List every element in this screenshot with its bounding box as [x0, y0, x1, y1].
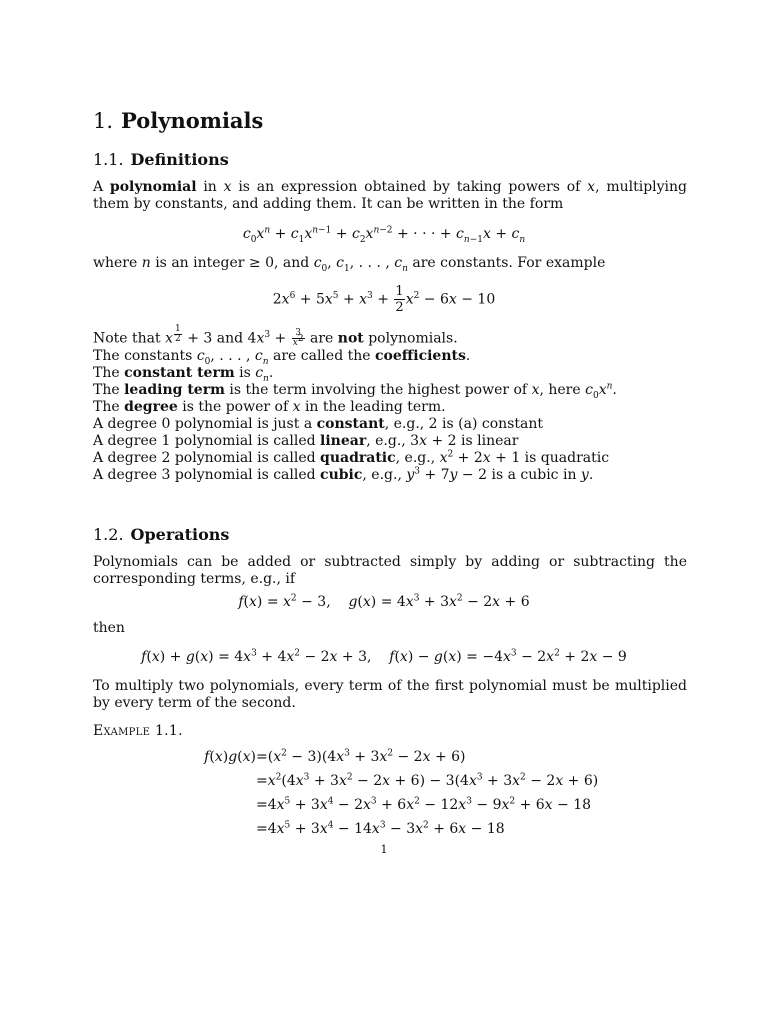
example-label: Example 1.1. — [93, 723, 183, 739]
definition-paragraph: A polynomial in x is an expression obtained by taking powers of x, multiplying them by constants, and adding them. It can be written in the form — [93, 179, 688, 212]
section-title-text: Polynomials — [121, 108, 264, 133]
example-polynomial-equation: $2x^6 + 5x^5 + x^3$ + $\frac{1}{2}$ $x^2 - 6x - 10$ — [272, 284, 496, 315]
degree-line: The degree is the power of x in the leading term. — [93, 399, 446, 416]
operations-paragraph: Polynomials can be added or subtracted simply by adding or subtracting the corresponding terms, e.g., if — [93, 554, 687, 587]
subsection-operations-heading — [93, 525, 229, 544]
section-number: 1. — [93, 109, 114, 133]
term-polynomial: polynomial — [109, 179, 197, 195]
subsection-number: 1.1. — [93, 150, 124, 169]
leading-term-line: The leading term is the term involving the highest power of x, here $c_0x^n$. — [93, 381, 617, 401]
sum-difference-equation: $f(x) + g(x) = 4x^3 + 4x^2 - 2x + 3$, $f(x) - g(x) = -4x^3 - 2x^2 + 2x - 9$ — [141, 648, 627, 665]
then-text: then — [93, 620, 125, 636]
constants-paragraph: where n is an integer ≥ 0, and $c_0$, $c_1$, . . . , $c_n$ are constants. For example — [93, 255, 606, 274]
page-number: 1 — [380, 843, 388, 856]
subsection-number: 1.2. — [93, 525, 124, 544]
note-line: Note that x $^{\frac{1}{2}}$ + 3 and $4x^3$ + $\frac{3}{x^2}$ are not polynomials. — [93, 324, 458, 349]
derivation-row: $=4x^5 + 3x^4 - 14x^3 - 3x^2 + 6x - 18$ — [256, 820, 505, 837]
derivation-row: $=x^2(4x^3 + 3x^2 - 2x + 6) - 3(4x^3 + 3x^2 - 2x + 6)$ — [256, 772, 599, 789]
constant-term-line: The constant term is $c_n$. — [93, 365, 274, 384]
degree-3-line: A degree 3 polynomial is called cubic, e.g., $y^3 + 7y - 2$ is a cubic in y. — [93, 466, 594, 484]
derivation-row: $=4x^5 + 3x^4 - 2x^3 + 6x^2 - 12x^3 - 9x^2 + 6x - 18$ — [256, 796, 592, 813]
fg-definition-equation: $f(x) = x^2 - 3$, $g(x) = 4x^3 + 3x^2 - 2x + 6$ — [238, 593, 530, 610]
subsection-title: Operations — [130, 525, 230, 544]
degree-2-line: A degree 2 polynomial is called quadratic, e.g., $x^2 + 2x + 1$ is quadratic — [93, 449, 610, 467]
derivation-row: f(x)g(x) $=(x^2 - 3)(4x^3 + 3x^2 - 2x + 6)$ — [204, 748, 466, 765]
coefficients-line: The constants $c_0$, . . . , $c_n$ are called the coefficients. — [93, 348, 471, 367]
degree-0-line: A degree 0 polynomial is just a constant, e.g., 2 is (a) constant — [93, 416, 543, 433]
example-derivation — [0, 745, 768, 841]
subsection-definitions-heading — [93, 150, 229, 169]
degree-1-line: A degree 1 polynomial is called linear, e.g., 3x + 2 is linear — [93, 433, 519, 450]
multiply-paragraph: To multiply two polynomials, every term of the first polynomial must be multiplied by every term of the second. — [93, 678, 687, 711]
definition-list — [93, 325, 617, 484]
subsection-title: Definitions — [130, 150, 229, 169]
section-title — [93, 108, 263, 133]
general-form-equation: $c_0x^n + c_1x^{n-1} + c_2x^{n-2}$ + · · · + $c_{n-1}x + c_n$ — [242, 225, 526, 245]
